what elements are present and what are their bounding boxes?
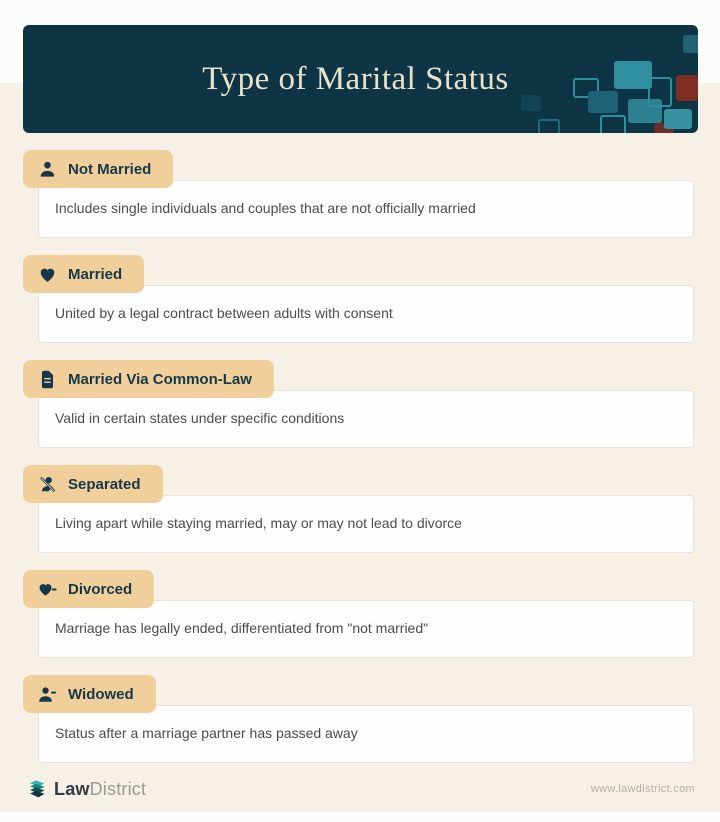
decor-square	[538, 119, 560, 133]
brand-name-light: District	[89, 778, 147, 799]
status-badge	[23, 675, 156, 713]
person-icon	[38, 160, 57, 179]
status-item-common-law	[0, 360, 720, 448]
document-icon	[38, 370, 57, 389]
status-badge	[23, 570, 154, 608]
status-description: Status after a marriage partner has passed away	[55, 725, 358, 741]
status-badge	[23, 465, 163, 503]
lawdistrict-logo-icon	[27, 779, 48, 800]
heart-icon	[38, 265, 57, 284]
status-item-separated	[0, 465, 720, 553]
status-item-widowed	[0, 675, 720, 763]
person-slash-icon	[38, 475, 57, 494]
status-description: Marriage has legally ended, differentiated from "not married"	[55, 620, 429, 636]
status-description-box	[38, 705, 694, 763]
person-minus-icon	[38, 685, 57, 704]
heart-minus-icon	[38, 580, 57, 599]
decor-square	[628, 99, 662, 123]
header-banner	[23, 25, 698, 133]
status-description-box	[38, 390, 694, 448]
website-url: www.lawdistrict.com	[590, 783, 695, 795]
status-item-not-married	[0, 150, 720, 238]
status-description: Includes single individuals and couples that are not officially married	[55, 200, 476, 216]
status-badge	[23, 360, 274, 398]
status-description: United by a legal contract between adults with consent	[55, 305, 393, 321]
decor-square	[588, 91, 618, 113]
decor-square	[600, 115, 626, 133]
status-label: Married	[68, 265, 123, 283]
status-label: Widowed	[68, 685, 134, 703]
status-list	[0, 150, 720, 780]
status-description: Living apart while staying married, may or may not lead to divorce	[55, 515, 462, 531]
brand-name-bold: Law	[54, 778, 90, 799]
status-item-divorced	[0, 570, 720, 658]
decor-square	[683, 35, 698, 53]
status-label: Married Via Common-Law	[68, 370, 252, 388]
status-label: Not Married	[68, 160, 152, 178]
decor-square	[676, 75, 698, 101]
status-description-box	[38, 495, 694, 553]
status-badge	[23, 150, 173, 188]
status-description-box	[38, 180, 694, 238]
status-label: Divorced	[68, 580, 133, 598]
decor-square	[614, 61, 652, 89]
status-description-box	[38, 600, 694, 658]
status-label: Separated	[68, 475, 141, 493]
footer	[0, 766, 720, 812]
lawdistrict-logo	[27, 779, 146, 800]
brand-name	[54, 779, 146, 800]
status-item-married	[0, 255, 720, 343]
status-description-box	[38, 285, 694, 343]
status-description: Valid in certain states under specific conditions	[55, 410, 345, 426]
decor-square	[664, 109, 692, 129]
decor-square	[521, 95, 541, 111]
status-badge	[23, 255, 144, 293]
page-title: Type of Marital Status	[202, 60, 509, 97]
